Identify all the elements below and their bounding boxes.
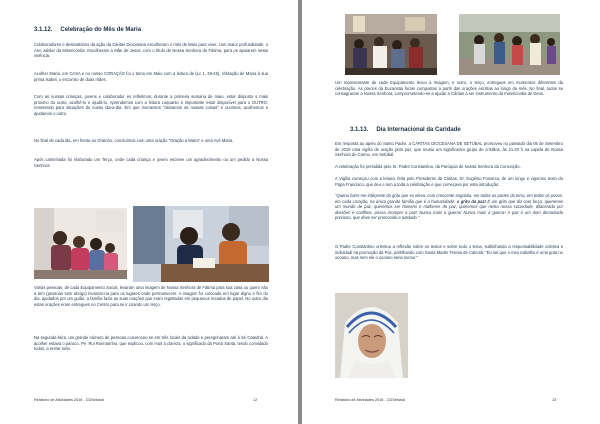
- section-title: Celebração do Mês de Maria: [60, 27, 142, 33]
- section-heading-mes-de-maria: [34, 27, 141, 33]
- paragraph: Após caminhada foi elaborado um Terço, onde cada criança e jovem escreve um agradecimento ou um pedido a Nossa Senhora: [34, 157, 268, 168]
- photo-children-walking-image: [459, 14, 560, 75]
- footer-text: Relatório de Atividades 2016 - CDSetúbal: [34, 398, 105, 402]
- quote-emphasis: o grito da paz!: [456, 198, 486, 204]
- paragraph: Em resposta ao apelo do Santo Padre, a CÁRITAS DIOCESANA DE SETÚBAL promoveu no passado dia 05 de Setembro de 2016 uma vigília de oração pela paz, que reuniu um significativo grupo de cristãos, às 21.30 h na capela de Nossa Senhora do Carmo, em Setúbal.: [335, 141, 563, 158]
- paragraph: Um representante de cada Equipamento levou a imagem, e outro, o terço, entregues em momentos diferentes da celebração. As preces da Eucaristia foram compostas a partir das orações escritas ao longo do mês. No final, todos se consagraram a Nossa Senhora, comprometendo-se a ajudar a Cáritas a ser instrumento da misericórdia de Deus.: [335, 80, 563, 97]
- paragraph: Colaboradores e destinatários da ação da Cáritas Diocesana escolheram o mês de Maio para viver, com maior profundidade, o Ano Jubilar da Misericórdia. Escolheram a Mãe de Jesus, com o título de Nossa Senhora de Fátima, para os apoiarem nesta vivência.: [34, 42, 268, 59]
- right-page: [302, 0, 600, 424]
- section-heading-dia-caridade: [350, 127, 461, 133]
- paragraph: Varias pessoas, de cada Equipamento Social, levaram uma imagem de Nossa Senhora de Fátima para sua casa ou quem não a tem (pessoas sem abrigo) levaram-na para os lugares onde permanecem. A imagem foi colocada em lugar digno e fim do dia, ajudados por um guião, a família fazia as suas orações que eram registadas em pequenos recados de papel. No outro dia estas orações eram entregues no Centro para se ir criando um terço.: [34, 285, 268, 307]
- page-number: 12: [253, 398, 258, 402]
- photo-mother-teresa: [335, 293, 408, 378]
- quote-paragraph: [335, 193, 563, 221]
- quote-text: É um grito que diz com força: queremos um mundo de paz, queremos ser homens e mulheres de paz, queremos que nesta nossa sociedade, dilacerada por divisões e conflitos, possa irromper a paz! Nunca mais a guerra! Nunca mais a guerra! A paz é um dom demasiado precioso, que deve ser promovido e tutelado.": [335, 198, 563, 221]
- paragraph: O Padre Constantino orientou a reflexão sobre os textos e sobre todo o tema, sublinhando a responsabilidade coletiva e individual na promoção da Paz, partilhando com Santa Madre Teresa de Calcutá: "Eu sei que o meu trabalho é uma gota no oceano, mas sem ele o oceano seria menor.": [335, 244, 563, 261]
- photo-church-celebration: [345, 14, 437, 75]
- section-number: 3.1.13.: [350, 127, 369, 133]
- footer-text: Relatório de Atividades 2016 - CDSetúbal: [335, 398, 406, 402]
- paragraph: Com as nossas crianças, jovens e colaborador es refletimos, durante a primeira semana de maio, estar disposto s mais próximo do outro, acolhê-lo e ajudá-lo. Aprendemos com a leitura coquanto é importante estar disponível para o OUTRO, remetendo para situações do nosso dia-a-dia. Em que momentos "deixamos as nossas coisas" e ouvimos, acolhemos e ajudamos o outro.: [34, 94, 268, 116]
- photo-children-walking: [459, 14, 560, 75]
- photo-children-group-image: [34, 208, 127, 279]
- section-title: Dia Internacional da Caridade: [376, 127, 461, 133]
- quote-text: "Queria fazer-me intérprete do grito que se eleva, com crescente angústia, em todas as partes da terra, em todos os povos, em cada coração, na única grande família que é a humanidade:: [335, 193, 563, 204]
- paragraph: Na segunda-feira, um grande número de pessoas convenceu-se em três locais da cidade e peregrinaram até à Sé Catedral. A acolher estava o pároco, Pe. Rui Roimarinho, que explicou, com muit a clareza, o significado da Porta Santa, tendo convidado todos, a entrar nela.: [34, 335, 268, 352]
- page-number: 13: [552, 398, 557, 402]
- paragraph: A celebração foi presidida pelo Sr. Padre Constantino, da Paróquia de Nossa Senhora da Conceição.: [335, 164, 521, 169]
- paragraph: No final de cada dia, em frente ao Oratório, concluímos com uma oração "Oração a Maria" e uma Avé Maria.: [34, 138, 234, 143]
- paragraph: A Vigília começou com a leitura, feita pelo Presidente da Cáritas, Dr. Eugénio Fonseca, de um longo e vigoroso texto do Papa Francisco, que deu o tom a toda a celebração e que começava por esta introdução:: [335, 176, 563, 187]
- left-page: [0, 0, 298, 424]
- photo-women-at-table-image: [133, 206, 269, 282]
- section-number: 3.1.12.: [34, 27, 53, 33]
- photo-church-celebration-image: [345, 14, 437, 75]
- photo-women-at-table: [133, 206, 269, 282]
- paragraph: Acolher Maria, em CASA e no nosso CORAÇÃO foi o tema em Maio com a leitura de (Lc 1, 39-45), Visitação de Maria à sua prima Isabel, o encontro de duas mães.: [34, 71, 268, 82]
- photo-mother-teresa-image: [335, 293, 408, 378]
- photo-children-group: [34, 208, 127, 279]
